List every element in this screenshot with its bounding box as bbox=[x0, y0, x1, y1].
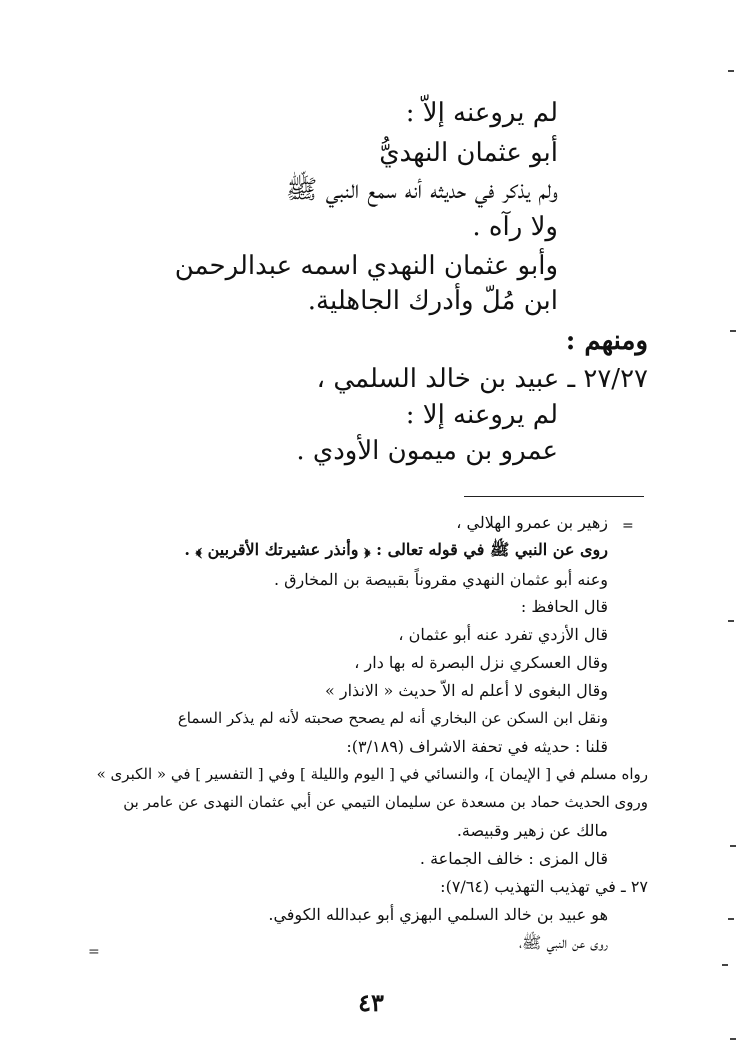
main-line-5: وأبو عثمان النهدي اسمه عبدالرحمن bbox=[174, 251, 558, 281]
footnote-line-10: رواه مسلم في [ الإيمان ]، والنسائي في [ اليوم والليلة ] وفي [ التفسير ] في « الكبرى » bbox=[96, 765, 648, 783]
footnote-line-12: مالك عن زهير وقبيصة. bbox=[456, 821, 608, 840]
main-line-4: ولا رآه . bbox=[472, 212, 558, 242]
main-line-1: لم يروعنه إلاّ : bbox=[405, 98, 558, 128]
main-line-3: ولم يذكر في حديثه أنه سمع النبي ﷺ bbox=[285, 175, 558, 205]
footnote-line-15: هو عبيد بن خالد السلمي البهزي أبو عبدالله الكوفي. bbox=[268, 905, 608, 924]
main-line-2: أبو عثمان النهديُّ bbox=[379, 138, 558, 168]
footnote-line-5: قال الأزدي تفرد عنه أبو عثمان ، bbox=[398, 625, 608, 644]
footnote-line-2: روى عن النبي ﷺ في قوله تعالى : ﴿ وأنذر عشيرتك الأقربين ﴾ . bbox=[184, 540, 608, 559]
footnote-line-4: قال الحافظ : bbox=[520, 597, 608, 616]
footnote-line-16: روى عن النبي ﷺ، bbox=[518, 933, 608, 952]
main-line-9: لم يروعنه إلا : bbox=[405, 400, 558, 430]
footnote-line-7: وقال البغوى لا أعلم له الاّ حديث « الانذار » bbox=[324, 681, 608, 700]
section-heading: ومنهم : bbox=[565, 326, 648, 356]
footnote-line-14: ٢٧ ـ في تهذيب التهذيب (٧/٦٤): bbox=[440, 877, 648, 896]
scan-mark bbox=[722, 964, 728, 966]
page-number: ٤٣ bbox=[358, 988, 384, 1017]
scan-mark bbox=[728, 70, 734, 72]
entry-heading: ٢٧/٢٧ ـ عبيد بن خالد السلمي ، bbox=[316, 364, 648, 394]
scan-mark bbox=[728, 918, 734, 920]
footnote-separator bbox=[464, 496, 644, 497]
footnote-trailing-mark: = bbox=[88, 944, 100, 960]
footnote-line-8: ونقل ابن السكن عن البخاري أنه لم يصحح صحبته لأنه لم يذكر السماع bbox=[177, 709, 608, 727]
footnote-line-13: قال المزى : خالف الجماعة . bbox=[419, 849, 608, 868]
footnote-continuation-mark: = bbox=[622, 518, 634, 534]
footnote-line-9: قلنا : حديثه في تحفة الاشراف (٣/١٨٩): bbox=[346, 737, 608, 756]
footnote-line-11: وروى الحديث حماد بن مسعدة عن سليمان التيمي عن أبي عثمان النهدى عن عامر بن bbox=[123, 793, 648, 811]
scan-mark bbox=[730, 845, 736, 847]
scan-mark bbox=[730, 330, 736, 332]
scan-mark bbox=[730, 1038, 736, 1040]
footnote-line-1: زهير بن عمرو الهلالي ، bbox=[456, 513, 608, 532]
footnote-line-6: وقال العسكري نزل البصرة له بها دار ، bbox=[354, 653, 608, 672]
main-line-6: ابن مُلّ وأدرك الجاهلية. bbox=[307, 286, 558, 316]
footnote-line-3: وعنه أبو عثمان النهدي مقروناً بقبيصة بن المخارق . bbox=[273, 570, 608, 589]
scan-mark bbox=[728, 620, 734, 622]
main-line-10: عمرو بن ميمون الأودي . bbox=[296, 436, 558, 466]
